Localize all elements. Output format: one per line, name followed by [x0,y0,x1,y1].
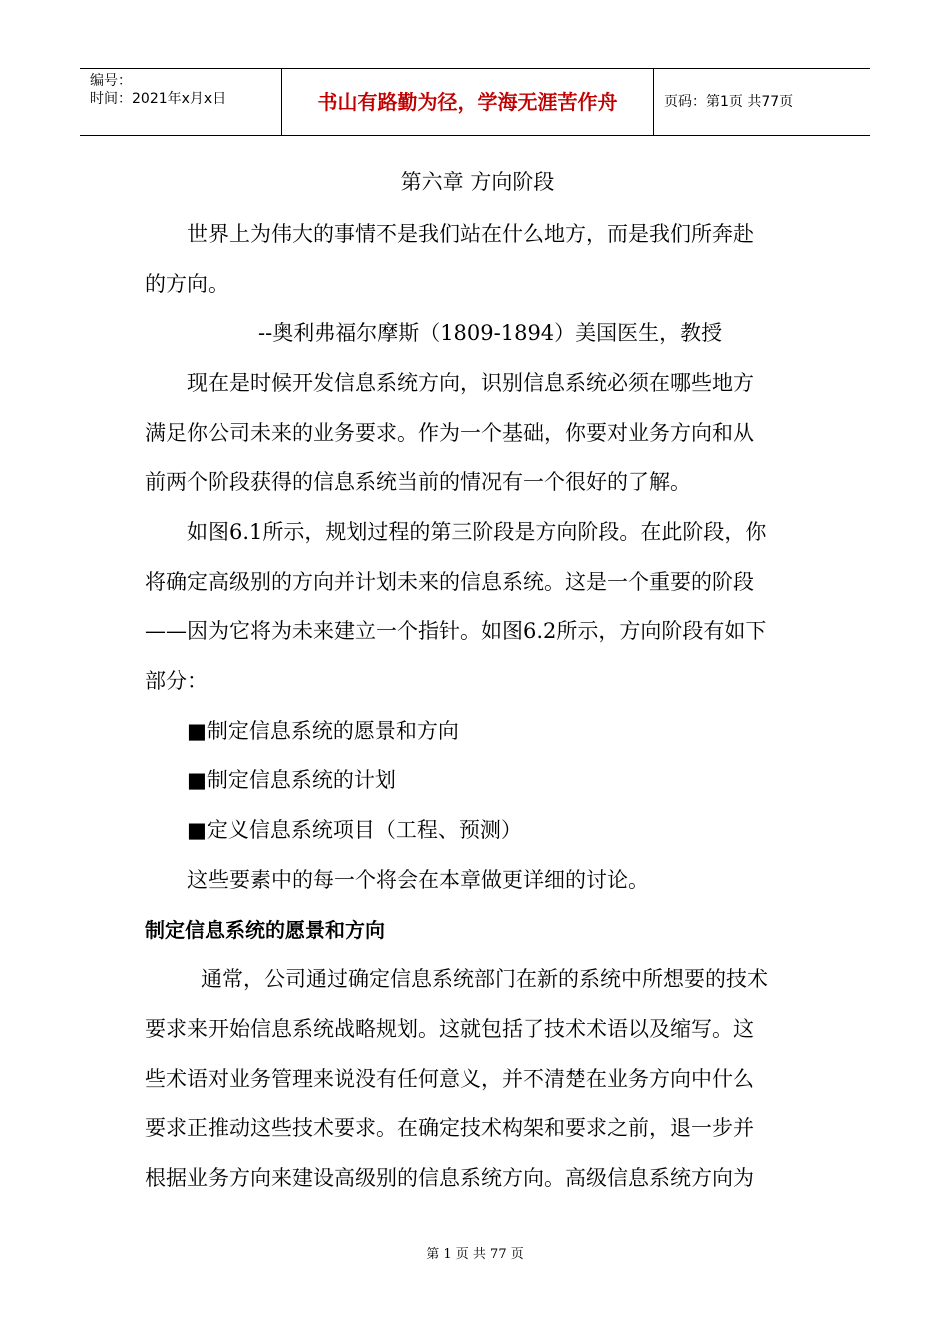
number-label: 编号： [90,73,132,89]
paragraph-line: 前两个阶段获得的信息系统当前的情况有一个很好的了解。 [145,470,691,494]
date-label: 时间：2021年x月x日 [90,91,227,107]
header-page-cell [654,69,870,135]
paragraph-line: 要求正推动这些技术要求。在确定技术构架和要求之前，退一步并 [145,1116,754,1140]
paragraph-line: 部分： [145,669,208,693]
paragraph-line: 要求来开始信息系统战略规划。这就包括了技术术语以及缩写。这 [145,1017,754,1041]
paragraph-line: 如图6.1所示，规划过程的第三阶段是方向阶段。在此阶段，你 [187,520,767,544]
paragraph-line: 通常，公司通过确定信息系统部门在新的系统中所想要的技术 [201,967,768,991]
header-motto-cell [282,69,654,135]
document-header [80,68,870,136]
chapter-title: 第六章 方向阶段 [400,170,555,194]
paragraph-line: 这些要素中的每一个将会在本章做更详细的讨论。 [187,868,649,892]
header-motto: 书山有路勤为径，学海无涯苦作舟 [317,90,618,114]
header-meta-cell [80,69,282,135]
paragraph-line: ——因为它将为未来建立一个指针。如图6.2所示，方向阶段有如下 [145,619,767,643]
section-heading: 制定信息系统的愿景和方向 [145,918,385,942]
paragraph-line: 满足你公司未来的业务要求。作为一个基础，你要对业务方向和从 [145,421,754,445]
bullet-item: ■定义信息系统项目（工程、预测） [187,818,522,842]
header-page-info: 页码：第1页 共77页 [664,94,794,110]
quote-line: 的方向。 [145,272,229,296]
quote-attribution: --奥利弗福尔摩斯（1809-1894）美国医生，教授 [258,321,723,345]
paragraph-line: 现在是时候开发信息系统方向，识别信息系统必须在哪些地方 [187,371,754,395]
page-footer: 第 1 页 共 77 页 [426,1247,524,1262]
paragraph-line: 根据业务方向来建设高级别的信息系统方向。高级信息系统方向为 [145,1166,754,1190]
bullet-item: ■制定信息系统的愿景和方向 [187,719,459,743]
paragraph-line: 将确定高级别的方向并计划未来的信息系统。这是一个重要的阶段 [145,570,754,594]
paragraph-line: 些术语对业务管理来说没有任何意义，并不清楚在业务方向中什么 [145,1067,754,1091]
bullet-item: ■制定信息系统的计划 [187,768,396,792]
quote-line: 世界上为伟大的事情不是我们站在什么地方，而是我们所奔赴 [187,222,754,246]
